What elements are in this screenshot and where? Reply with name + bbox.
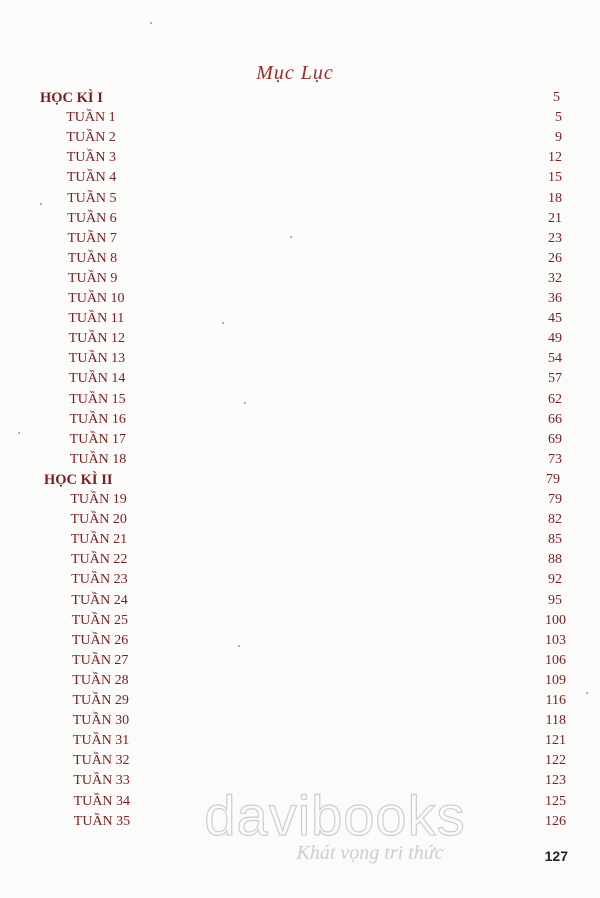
scan-speck — [244, 402, 246, 404]
toc-item-row — [69, 369, 562, 389]
toc-item-page: 103 — [544, 632, 566, 648]
toc-item-label: TUẦN 10 — [68, 291, 125, 306]
toc-item-page: 125 — [544, 793, 566, 809]
toc-item-row — [66, 108, 562, 128]
toc-section-page: 5 — [553, 90, 560, 105]
toc-item-row — [67, 209, 562, 229]
toc-item-page: 123 — [544, 773, 566, 789]
toc-item-label: TUẦN 32 — [73, 753, 130, 769]
watermark-brand: davibooks — [204, 784, 466, 847]
toc-item-page: 12 — [547, 150, 562, 166]
toc-item-label: TUẦN 9 — [67, 270, 118, 286]
toc-item-row — [73, 751, 566, 771]
toc-item-label: TUẦN 35 — [73, 813, 131, 829]
toc-item-page: 57 — [547, 371, 562, 387]
toc-item-page: 5 — [554, 110, 562, 126]
scan-speck — [18, 432, 20, 434]
toc-item-page: 92 — [547, 572, 562, 588]
page-number: 127 — [544, 848, 568, 864]
toc-item-row — [73, 711, 566, 731]
toc-item-label: TUẦN 33 — [73, 773, 130, 789]
toc-title: Mục Lục — [256, 62, 334, 84]
toc-item-label: TUẦN 2 — [66, 130, 116, 146]
toc-item-page: 73 — [547, 451, 562, 467]
toc-section-row — [44, 470, 560, 490]
toc-item-label: TUẦN 26 — [71, 632, 129, 648]
toc-item-row — [68, 309, 562, 329]
scan-speck — [40, 203, 42, 205]
toc-item-row — [69, 390, 562, 410]
toc-item-label: TUẦN 3 — [66, 150, 117, 166]
toc-item-label: TUẦN 1 — [66, 110, 116, 126]
toc-item-row — [71, 570, 562, 590]
toc-item-page: 9 — [554, 130, 562, 146]
toc-item-row — [69, 410, 562, 430]
toc-item-label: TUẦN 8 — [67, 250, 118, 266]
toc-item-label: TUẦN 4 — [66, 170, 117, 186]
toc-item-label: TUẦN 11 — [68, 311, 125, 327]
toc-item-row — [70, 430, 562, 450]
toc-item-page: 66 — [547, 411, 562, 427]
toc-item-row — [67, 168, 562, 188]
toc-item-page: 122 — [544, 753, 566, 769]
toc-item-row — [71, 530, 562, 550]
toc-item-label: TUẦN 29 — [72, 693, 129, 708]
toc-item-page: 62 — [547, 391, 562, 407]
toc-item-row — [72, 671, 566, 691]
toc-item-row — [68, 269, 562, 289]
toc-item-page: 82 — [547, 512, 562, 528]
toc-item-page: 45 — [547, 311, 562, 327]
toc-section-label: HỌC KÌ II — [44, 471, 113, 488]
toc-item-label: TUẦN 14 — [69, 371, 126, 387]
toc-item-page: 18 — [547, 190, 562, 206]
toc-item-page: 49 — [547, 331, 562, 347]
toc-item-row — [67, 189, 562, 209]
watermark-slogan: Khát vọng tri thức — [296, 842, 444, 864]
toc-item-label: TUẦN 16 — [69, 411, 126, 427]
toc-item-page: 36 — [547, 291, 562, 306]
toc-item-label: TUẦN 24 — [71, 592, 128, 608]
toc-item-row — [72, 691, 566, 711]
toc-section-row — [40, 88, 560, 108]
toc-item-page: 126 — [544, 813, 566, 829]
toc-item-label: TUẦN 13 — [68, 351, 126, 367]
toc-item-row — [70, 490, 562, 510]
toc-section-page: 79 — [546, 471, 560, 487]
toc-item-row — [68, 229, 562, 249]
toc-item-label: TUẦN 5 — [67, 190, 117, 206]
toc-item-label: TUẦN 21 — [70, 532, 128, 548]
toc-item-label: TUẦN 15 — [69, 391, 126, 407]
toc-item-page: 100 — [544, 612, 566, 628]
toc-item-page: 26 — [547, 250, 562, 266]
toc-item-label: TUẦN 17 — [69, 431, 127, 447]
toc-item-label: TUẦN 22 — [70, 552, 128, 568]
toc-item-page: 32 — [547, 270, 562, 286]
toc-item-label: TUẦN 28 — [72, 672, 129, 688]
toc-item-page: 95 — [547, 592, 562, 608]
toc-item-label: TUẦN 12 — [68, 331, 125, 347]
scan-speck — [586, 692, 588, 694]
toc-item-row — [72, 611, 566, 631]
toc-item-page: 88 — [547, 552, 562, 568]
toc-item-page: 116 — [545, 693, 566, 708]
toc-item-label: TUẦN 23 — [71, 572, 128, 588]
toc-item-page: 23 — [547, 230, 562, 246]
toc-item-label: TUẦN 31 — [72, 733, 130, 749]
toc-item-row — [73, 731, 566, 751]
toc-item-row — [68, 249, 562, 269]
toc-item-row — [71, 510, 562, 530]
toc-item-page: 69 — [547, 431, 562, 447]
toc-item-label: TUẦN 20 — [70, 512, 127, 528]
toc-item-row — [71, 591, 562, 611]
toc-item-label: TUẦN 25 — [71, 612, 128, 628]
toc-item-label: TUẦN 27 — [72, 652, 129, 668]
toc-item-page: 85 — [547, 532, 562, 548]
toc-item-page: 106 — [544, 652, 566, 668]
toc-item-row — [69, 329, 562, 349]
scan-speck — [222, 322, 224, 324]
toc-section-label: HỌC KÌ I — [40, 90, 103, 106]
toc-item-page: 21 — [547, 210, 562, 226]
toc-item-label: TUẦN 18 — [69, 451, 127, 467]
toc-item-label: TUẦN 30 — [72, 713, 130, 729]
toc-item-label: TUẦN 6 — [67, 210, 117, 226]
toc-item-row — [66, 128, 562, 148]
toc-item-page: 15 — [547, 170, 562, 186]
toc-item-row — [72, 651, 566, 671]
toc-item-label: TUẦN 7 — [67, 230, 117, 246]
toc-item-page: 118 — [545, 713, 566, 729]
toc-item-page: 54 — [547, 351, 562, 367]
toc-item-label: TUẦN 34 — [73, 793, 130, 809]
toc-item-label: TUẦN 19 — [70, 492, 127, 507]
toc-item-row — [69, 349, 562, 369]
toc-item-row — [72, 631, 566, 651]
toc-item-page: 121 — [544, 733, 566, 749]
toc-item-page: 109 — [544, 672, 566, 688]
toc-item-row — [70, 450, 562, 470]
toc-item-row — [68, 289, 562, 309]
scan-speck — [238, 645, 240, 647]
scan-speck — [150, 22, 152, 24]
scan-speck — [290, 236, 292, 238]
toc-item-row — [71, 550, 562, 570]
toc-item-page: 79 — [547, 492, 562, 507]
toc-item-row — [67, 148, 562, 168]
watermark-logo — [190, 784, 480, 880]
